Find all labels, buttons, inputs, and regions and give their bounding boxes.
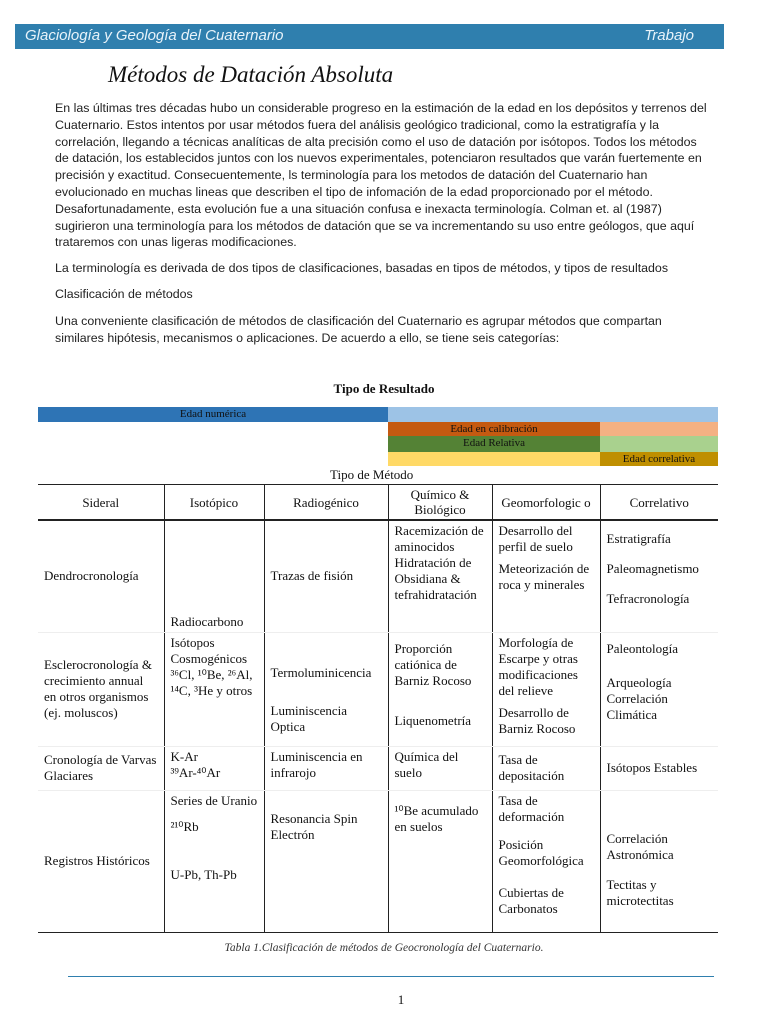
table-row (38, 746, 718, 790)
table-row (38, 632, 718, 746)
cell-geomorfologico (492, 790, 600, 932)
methods-table (38, 484, 718, 933)
cell-text: Termoluminicencia (270, 664, 372, 680)
cell-geomorfologico: Tasa de depositación (492, 746, 600, 790)
cell-correlativo: Isótopos Estables (600, 746, 718, 790)
cell-text: Cubiertas de Carbonatos (498, 884, 564, 916)
paragraph-intro: En las últimas tres décadas hubo un considerable progreso en la estimación de la edad en los depósitos y terrenos del Cuaternario. Estos intentos por usar métodos fuera del análisis geológico tradicional, como la estratigrafía y la correlación, llegando a técnicas analíticas de alta precisión como el uso de datación por isótopos. Todos los métodos de datación, los establecidos juntos con los nuevos experimentales, potenciaron resultados que varán fuertemente en precisión y exactitud. Consecuentemente, ls terminología para los metodos de datación del Cuaternario han evolucionado en muchas lineas que describen el tipo de infomación de la edad proporcionado por el método. Desafortunadamente, esta evolución fue a una situación confusa e inexacta terminología. Colman et. al (1987) sugirieron una terminología para los métodos de datación que se va incrementando su uso entre geólogos, que aquí trataremos con unas ligeras modificaciones. (55, 101, 707, 250)
cell-radiogenico (264, 632, 388, 746)
bar-edad-correlativa-pre (388, 452, 600, 466)
cell-text: Tasa de deformación (498, 792, 565, 824)
cell-text: Morfología de Escarpe y otras modificaciones del relieve (498, 634, 578, 698)
cell-text: Tectitas y microtectitas (606, 876, 674, 908)
cell-text: Hidratación de Obsidiana & tefrahidratación (394, 555, 477, 602)
methods-table-title: Tipo de Método (330, 467, 414, 482)
cell-text: Racemización de aminocidos (394, 523, 484, 554)
cell-radiogenico (264, 790, 388, 932)
cell-text: U-Pb, Th-Pb (170, 866, 237, 882)
cell-sideral: Esclerocronología & crecimiento annual en otros organismos (ej. moluscos) (38, 632, 164, 746)
cell-quimico (388, 790, 492, 932)
cell-text: Series de Uranio (170, 792, 258, 808)
cell-sideral: Cronología de Varvas Glaciares (38, 746, 164, 790)
cell-text: Meteorización de roca y minerales (498, 561, 590, 592)
cell-quimico (388, 632, 492, 746)
cell-text: ¹⁰Be acumulado en suelos (394, 802, 479, 834)
col-header-quimico: Químico & Biológico (388, 485, 492, 521)
cell-text: Arqueología (606, 674, 672, 690)
cell-sideral: Registros Históricos (38, 790, 164, 932)
cell-text: ³⁶Cl, ¹⁰Be, ²⁶Al, ¹⁴C, ³He y otros (170, 666, 253, 698)
table-row (38, 790, 718, 932)
bar-edad-correlativa: Edad correlativa (600, 452, 718, 466)
cell-text: Tefracronología (606, 591, 690, 606)
cell-text: Luminiscencia Optica (270, 702, 348, 734)
bar-edad-relativa-ext (600, 436, 718, 452)
col-header-isotopico: Isotópico (164, 485, 264, 521)
cell-isotopico (164, 790, 264, 932)
result-chart-title: Tipo de Resultado (333, 381, 435, 396)
cell-text: Correlación Astronómica (606, 830, 674, 862)
cell-text: Estratigrafía (606, 531, 671, 546)
bar-edad-numerica: Edad numérica (38, 407, 388, 422)
cell-correlativo (600, 790, 718, 932)
cell-isotopico (164, 746, 264, 790)
cell-isotopico: Radiocarbono (164, 520, 264, 632)
cell-isotopico (164, 632, 264, 746)
running-header (15, 24, 724, 49)
footer-rule (68, 976, 714, 977)
table-row (38, 520, 718, 632)
col-header-sideral: Sideral (38, 485, 164, 521)
cell-text: ³⁹Ar-⁴⁰Ar (170, 764, 221, 780)
paragraph-terminology: La terminología es derivada de dos tipos de clasificaciones, basadas en tipos de métodos, y tipos de resultados (55, 261, 669, 275)
cell-text: Correlación Climática (606, 690, 668, 722)
col-header-geomorfologico: Geomorfologic o (492, 485, 600, 521)
cell-correlativo (600, 520, 718, 632)
col-header-correlativo: Correlativo (600, 485, 718, 521)
cell-text: Proporción catiónica de Barniz Rocoso (394, 640, 472, 688)
page-number: 1 (397, 992, 405, 1007)
header-type: Trabajo (644, 27, 694, 44)
bar-edad-calibracion: Edad en calibración (388, 422, 600, 436)
cell-quimico: Química del suelo (388, 746, 492, 790)
cell-text: Paleomagnetismo (606, 561, 699, 576)
cell-text: Liquenometría (394, 712, 472, 728)
cell-correlativo (600, 632, 718, 746)
cell-geomorfologico (492, 632, 600, 746)
cell-geomorfologico (492, 520, 600, 632)
header-course: Glaciología y Geología del Cuaternario (25, 27, 284, 44)
table-caption: Tabla 1.Clasificación de métodos de Geocronología del Cuaternario. (224, 942, 544, 954)
bar-edad-numerica-ext (388, 407, 718, 422)
cell-text: K-Ar (170, 748, 198, 764)
cell-text: Desarrollo del perfil de suelo (498, 523, 573, 554)
paragraph-classification: Una conveniente clasificación de métodos de clasificación del Cuaternario es agrupar métodos que compartan similares hipótesis, mecanismos o aplicaciones. De acuerdo a ello, se tiene seis categorías: (55, 314, 662, 345)
cell-sideral: Dendrocronología (38, 520, 164, 632)
cell-radiogenico: Trazas de fisión (264, 520, 388, 632)
cell-text: Paleontología (606, 640, 678, 656)
col-header-radiogenico: Radiogénico (264, 485, 388, 521)
bar-edad-calibracion-ext (600, 422, 718, 436)
table-header-row (38, 485, 718, 521)
cell-radiogenico: Luminiscencia en infrarojo (264, 746, 388, 790)
page-title: Métodos de Datación Absoluta (108, 62, 394, 87)
cell-text: Posición Geomorfológica (498, 836, 584, 868)
section-heading: Clasificación de métodos (55, 287, 193, 301)
cell-text: Isótopos Cosmogénicos (170, 634, 248, 666)
cell-quimico (388, 520, 492, 632)
cell-text: ²¹⁰Rb (170, 818, 199, 834)
cell-text: Resonancia Spin Electrón (270, 810, 358, 842)
bar-edad-relativa: Edad Relativa (388, 436, 600, 452)
cell-text: Desarrollo de Barniz Rocoso (498, 704, 576, 736)
